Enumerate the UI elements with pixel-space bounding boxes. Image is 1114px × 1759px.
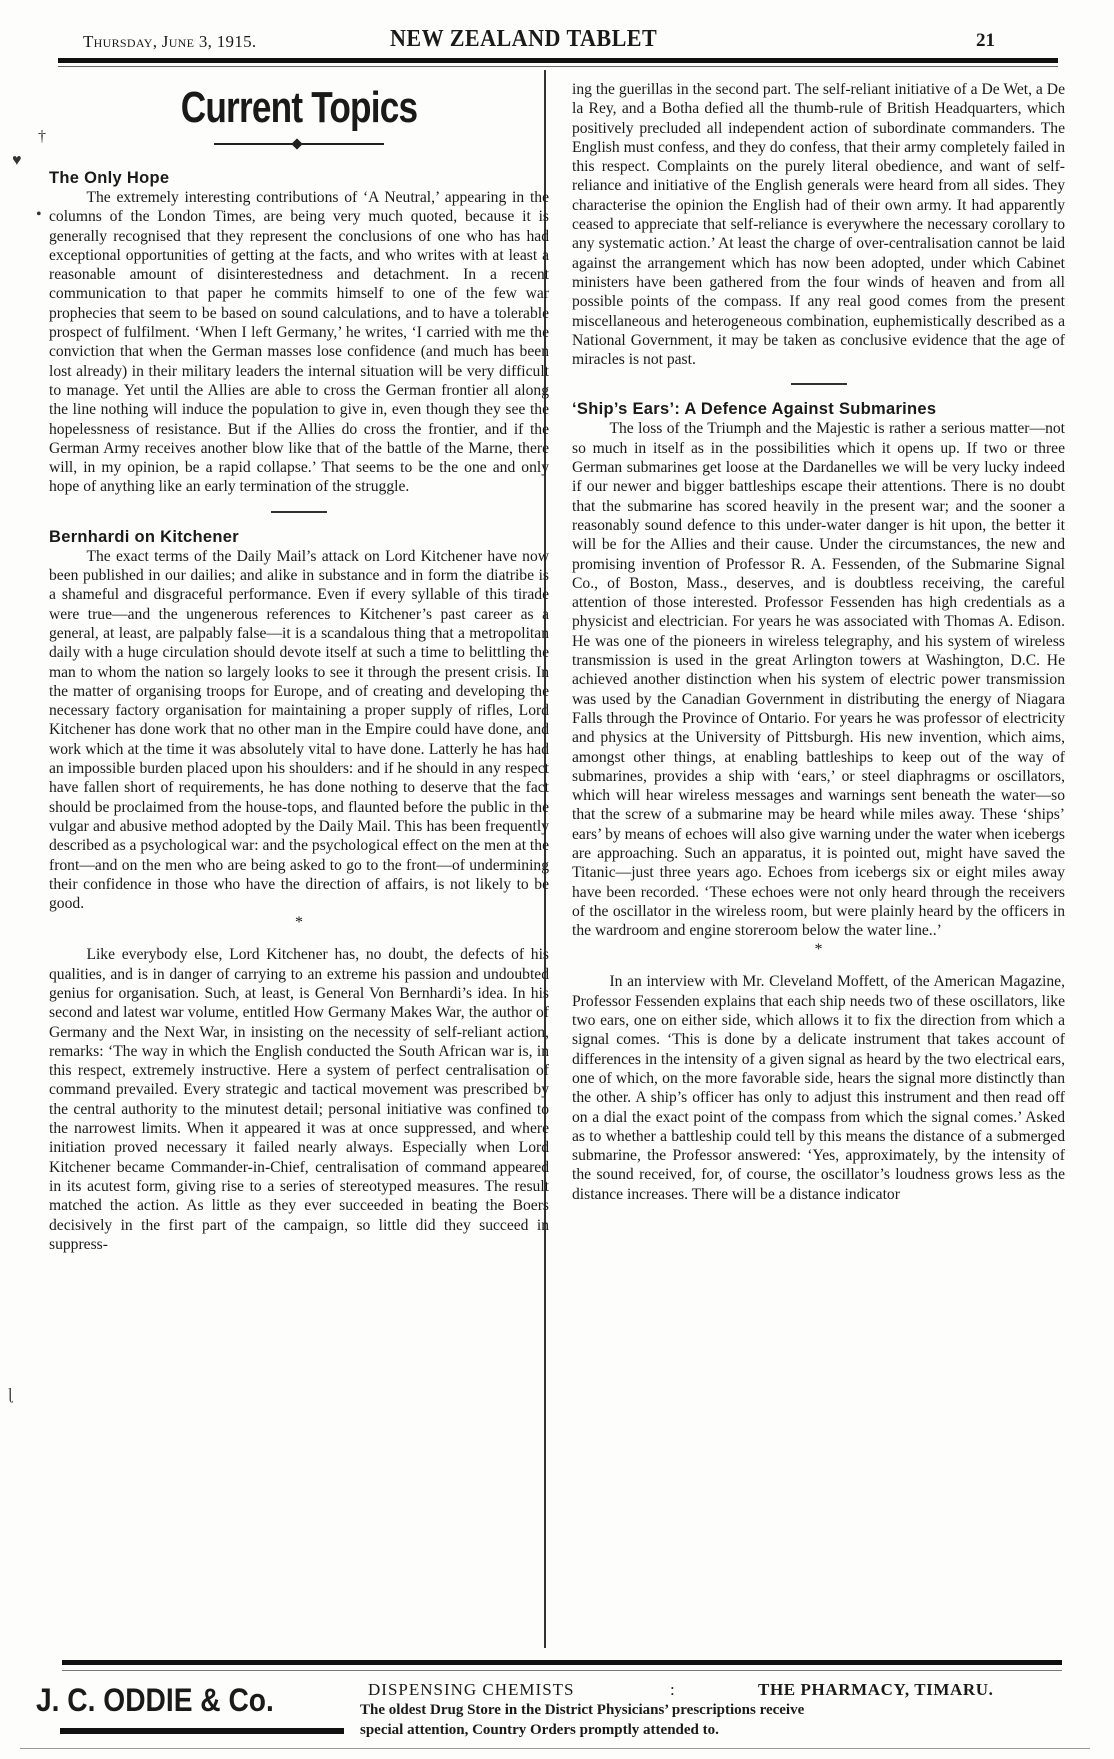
ad-line-2: The oldest Drug Store in the District Physicians’ prescriptions receive [360, 1702, 805, 1718]
margin-mark: ɭ [8, 1386, 13, 1403]
advertisement [30, 1676, 1090, 1746]
article-separator [791, 383, 847, 385]
left-column [49, 80, 549, 1254]
article-paragraph: The exact terms of the Daily Mail’s attack on Lord Kitchener have now been published in our dailies; and alike in substance and in form the diatribe is a shameful and disgraceful performance. Even if every syllable of this tirade were true—and the ungenerous references to Kitchener’s past career as a general, at least, are palpably false—it is a scandalous thing that a metropolitan daily with a huge circulation should devote itself at such a time to belittling the man to whom the nation so largely looks to see it through the present crisis. In the matter of organising troops for Europe, and of creating and developing the necessary factory organisation for maintaining a proper supply of rifles, Lord Kitchener has done work that no other man in the Empire could have done, and work which at the time it was absolutely vital to have done. Latterly he has had an impossible burden placed upon his shoulders: and if he should in any respect have fallen short of requirements, he has done nothing to deserve that the fact should be proclaimed from the house-tops, and flaunted before the public in the vulgar and abusive method adopted by the Daily Mail. This has been frequently described as a psychological war: and the psychological effect on the men at the front—and on the men who are being asked to go to the front—of undermining their confidence in those who have the direction of affairs, is not likely to be good. [49, 547, 549, 913]
page-bottom-rule [20, 1748, 1090, 1749]
article-paragraph: The loss of the Triumph and the Majestic is rather a serious matter—not so much in itself as in the possibilities which it opens up. If two or three German submarines get loose at the Dardanelles we will be very lucky indeed if our newer and bigger battleships escape their attentions. There is no doubt that the submarine has scored heavily in the present war; and the sooner a reasonably sound defence to this under-water danger is hit upon, the better it will be for the Allies and their cause. Under the circumstances, the new and promising invention of Professor R. A. Fessenden, of the Submarine Signal Co., of Boston, Mass., deserves, and is doubtless receiving, the careful attention of those interested. Professor Fessenden has high credentials as a physicist and electrician. For years he was associated with Thomas A. Edison. He was one of the pioneers in wireless telegraphy, and his system of wireless transmission is used in the great Arlington towers at Washington, D.C. He achieved another distinction when his system of electric power transmission was used by the Canadian Government in distributing the energy of Niagara Falls through the Province of Ontario. For years he was professor of electricity and physics at the University of Pittsburgh. His new invention, which aims, amongst other things, at enabling battleships to keep out of the way of submarines, provides a ship with ‘ears,’ or steel diaphragms or oscillators, which will hear wireless messages and warnings sent beneath the water—so that the screw of a submarine may be heard while miles away. These ‘ships’ ears’ by means of echoes will also give warning under the water when icebergs are approaching. Such an apparatus, it is pointed out, might have saved the Titanic—just three years ago. Echoes from icebergs six or eight miles away have been recorded. ‘These echoes were not only heard through the receivers of the oscillator in the wireless room, but were plainly heard by the officers in the wardroom and engine storeroom below the water line..’ [572, 420, 1065, 940]
article-paragraph: The extremely interesting contributions of ‘A Neutral,’ appearing in the columns of the London Times, are being very much quoted, because it is generally recognised that they represent the conclusions of one who has had exceptional opportunities of getting at the facts, and who writes with at least a reasonable amount of disinterestedness and detachment. In a recent communication to that paper he commits himself to one of the few war prophecies that seem to be based on sound calculations, and to have a tolerable prospect of fulfilment. ‘When I left Germany,’ he writes, ‘I carried with me the conviction that when the German masses lose confidence (and much has been lost already) in their military leaders the internal situation will be very difficult to manage. Yet until the Allies are able to cross the German frontier all along the line nothing will induce the population to give in, even though they see the hopelessness of resistance. But if the Allies do cross the frontier, and if the German Army receives another blow like that of the battle of the Marne, there will, in my opinion, be a rapid collapse.’ That seems to be the one and only hope of anything like an early termination of the struggle. [49, 189, 549, 496]
margin-mark: • [36, 206, 42, 223]
section-masthead: Current Topics [180, 83, 418, 132]
article-paragraph: In an interview with Mr. Cleveland Moffett, of the American Magazine, Professor Fessenden explains that each ship needs two of these oscillators, like two ears, one on either side, which allows it to fix the direction from which a signal comes. ‘This is done by a delicate instrument that takes account of differences in the intensity of a given signal as heard by the two electrical ears, one of which, on the more favorable side, hears the signal more distinctly than the other. A ship’s officer has only to adjust this instrument and then read off on a dial the exact point of the compass from which the signal comes.’ Asked as to whether a battleship could tell by this means the distance of a submerged submarine, the Professor answered: ‘Yes, approximately, by the intensity of the sound received, for, of course, the oscillator’s loudness grows less as the distance increases. There will be a distance indicator [572, 973, 1065, 1203]
ad-line-3: special attention, Country Orders promptly attended to. [360, 1722, 719, 1738]
article-heading: The Only Hope [49, 169, 170, 187]
margin-mark: ♥ [12, 152, 22, 169]
advertiser-name: J. C. ODDIE & Co. [36, 1682, 274, 1718]
diamond-icon [291, 138, 302, 149]
asterisk-separator: * [295, 914, 303, 932]
page-header [75, 26, 995, 54]
header-rule-thin [58, 66, 1058, 67]
right-column [572, 80, 1065, 1204]
ad-location: THE PHARMACY, TIMARU. [758, 1680, 994, 1699]
asterisk-separator: * [814, 941, 823, 959]
footer-rule-thin [62, 1670, 1062, 1671]
ad-separator: : [670, 1680, 675, 1699]
publication-title: NEW ZEALAND TABLET [390, 26, 658, 52]
issue-date: Thursday, June 3, 1915. [83, 32, 257, 51]
article-paragraph: Like everybody else, Lord Kitchener has, no doubt, the defects of his qualities, and is in danger of carrying to an extreme his passion and undoubted genius for organisation. Such, at least, is General Von Bernhardi’s idea. In his second and latest war volume, entitled How Germany Makes War, the author of Germany and the Next War, in insisting on the necessity of self-reliant action, remarks: ‘The way in which the English conducted the South African war is, in this respect, extremely instructive. Here a system of perfect centralisation of command prevailed. Every strategic and tactical movement was prescribed by the central authority to the minutest detail; personal initiative was confined to the narrowest limits. When it appeared it was at once suppressed, and where initiation proved necessary it failed nearly always. Especially when Lord Kitchener became Commander-in-Chief, centralisation of command appeared in its acutest form, giving rise to a series of stereotyped measures. The result matched the action. As little as they ever succeeded in beating the Boers decisively in the first part of the campaign, so little did they succeed in suppress- [49, 946, 549, 1253]
ad-line-1: DISPENSING CHEMISTS [368, 1680, 575, 1699]
article-separator [271, 511, 327, 513]
header-rule [58, 58, 1058, 63]
page-number: 21 [976, 30, 995, 51]
footer-rule [62, 1660, 1062, 1665]
article-heading: ‘Ship’s Ears’: A Defence Against Submarines [572, 400, 937, 419]
margin-mark: † [38, 128, 46, 145]
advertiser-underline [60, 1728, 344, 1734]
article-heading: Bernhardi on Kitchener [49, 527, 239, 546]
ornament-divider [214, 140, 384, 148]
article-paragraph-continued: ing the guerillas in the second part. The self-reliant initiative of a De Wet, a De la Rey, and a Botha defied all the thumb-rule of British Headquarters, which positively precluded all independent action of subordinate commanders. The English must confess, and they do confess, that their army completely failed in this respect. Complaints on the purely literal obedience, and want of self-reliance and initiative of the English generals were heard from all sides. They characterise the opinion the English had of their own army. It had apparently ceased to appreciate that self-reliance is everywhere the necessary corollary to any systematic action.’ At least the charge of over-centralisation cannot be laid against the arrangement which has now been adopted, under which Cabinet ministers have been gathered from the four winds of heaven and from all possible points of the compass. If any real good comes from the present miscellaneous and heterogeneous combination, euphemistically described as a National Government, it may be taken as conclusive evidence that the age of miracles is not past. [572, 81, 1065, 369]
